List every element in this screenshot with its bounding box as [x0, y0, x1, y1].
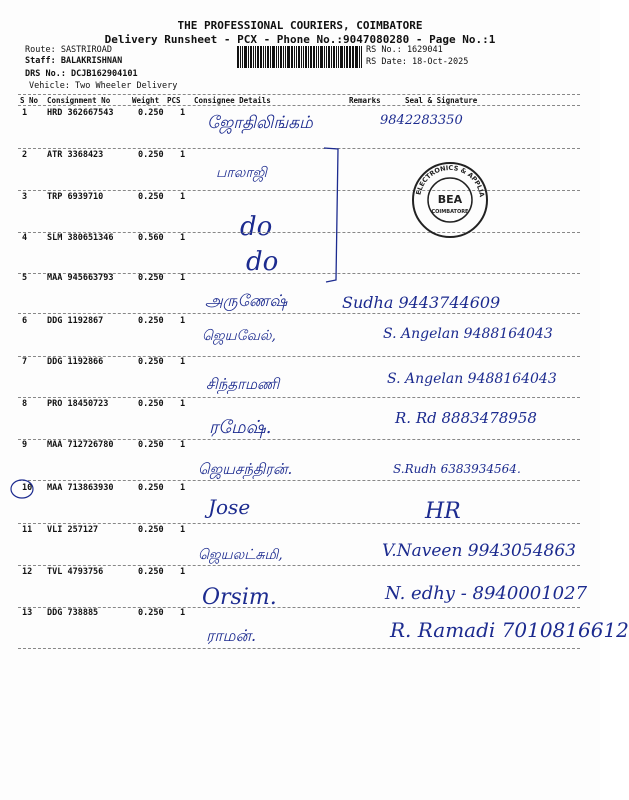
rs-date: RS Date: 18-Oct-2025 — [366, 57, 469, 67]
row-pcs: 1 — [180, 567, 186, 577]
barcode-bar — [361, 46, 362, 68]
row-pcs: 1 — [180, 483, 186, 493]
table-row — [0, 150, 600, 192]
header-rule-bottom — [18, 105, 580, 106]
row-consignee-handwriting: Orsim. — [202, 585, 277, 610]
barcode-bar — [313, 46, 315, 68]
row-divider — [18, 565, 580, 566]
row-consignment-no: MAA 712726780 — [47, 440, 114, 450]
row-consignment-no: ATR 3368423 — [47, 150, 104, 160]
row-sno: 10 — [22, 483, 33, 493]
row-pcs: 1 — [180, 440, 186, 450]
barcode-bar — [305, 46, 308, 68]
row-signature-handwriting: S.Rudh 6383934564. — [393, 462, 521, 476]
runsheet-subtitle: Delivery Runsheet - PCX - Phone No.:9047080280 - Page No.:1 — [104, 33, 496, 46]
bracket-mark — [322, 145, 346, 285]
barcode-bar — [283, 46, 284, 68]
barcode-bar — [265, 46, 266, 68]
rs-number: RS No.: 1629041 — [366, 45, 443, 55]
table-row — [0, 399, 600, 441]
row-consignment-no: TVL 4793756 — [47, 567, 104, 577]
col-weight: Weight — [132, 96, 160, 105]
barcode-bar — [260, 46, 263, 68]
barcode-bar — [242, 46, 243, 68]
row-sno: 3 — [22, 192, 28, 202]
barcode-bar — [255, 46, 256, 68]
row-pcs: 1 — [180, 357, 186, 367]
table-row — [0, 233, 600, 275]
row-consignment-no: HRD 362667543 — [47, 108, 114, 118]
barcode-bar — [318, 46, 319, 68]
row-signature-handwriting: R. Ramadi 7010816612 — [390, 618, 629, 642]
row-sno: 8 — [22, 399, 28, 409]
barcode-bar — [287, 46, 290, 68]
barcode-bar — [270, 46, 271, 68]
table-row — [0, 525, 600, 567]
table-row — [0, 440, 600, 482]
row-consignee-handwriting: சிந்தாமணி — [206, 375, 280, 393]
barcode-bar — [303, 46, 304, 68]
barcode-bar — [320, 46, 323, 68]
row-divider — [18, 397, 580, 398]
row-weight: 0.250 — [138, 192, 164, 202]
row-sno: 13 — [22, 608, 33, 618]
row-consignee-handwriting: do — [246, 247, 279, 277]
header-rule-top — [18, 94, 580, 95]
stamp-bottom-text: COIMBATORE — [431, 209, 469, 215]
row-sno: 12 — [22, 567, 33, 577]
row-sno: 1 — [22, 108, 28, 118]
barcode-bar — [237, 46, 239, 68]
row-signature-handwriting: S. Angelan 9488164043 — [387, 371, 557, 387]
barcode-bar — [310, 46, 312, 68]
row-consignee-handwriting: அருணேஷ் — [205, 291, 288, 310]
barcode-bar — [331, 46, 332, 68]
row-pcs: 1 — [180, 316, 186, 326]
row-consignment-no: PRO 18450723 — [47, 399, 109, 409]
barcode-bar — [338, 46, 339, 68]
col-consignee: Consignee Details — [194, 96, 271, 105]
row-weight: 0.250 — [138, 608, 164, 618]
col-sno: S No — [20, 96, 39, 105]
row-consignment-no: DDG 1192866 — [47, 357, 104, 367]
row-signature-handwriting: 9842283350 — [380, 113, 463, 128]
staff-label: Staff: BALAKRISHNAN — [25, 56, 123, 66]
row-pcs: 1 — [180, 192, 186, 202]
row-pcs: 1 — [180, 233, 186, 243]
barcode-bar — [285, 46, 286, 68]
col-signature: Seal & Signature — [405, 96, 478, 105]
row-divider — [18, 148, 580, 149]
barcode-bar — [349, 46, 350, 68]
table-row — [0, 567, 600, 609]
barcode-bar — [352, 46, 354, 68]
company-stamp — [410, 160, 490, 240]
barcode-bar — [350, 46, 351, 68]
table-row — [0, 108, 600, 150]
row-consignment-no: SLM 380651346 — [47, 233, 114, 243]
row-weight: 0.250 — [138, 440, 164, 450]
row-sno: 11 — [22, 525, 33, 535]
row-pcs: 1 — [180, 150, 186, 160]
barcode-bar — [316, 46, 317, 68]
barcode-bar — [324, 46, 325, 68]
row-divider — [18, 313, 580, 314]
row-weight: 0.250 — [138, 399, 164, 409]
row-consignment-no: DDG 738885 — [47, 608, 99, 618]
row-signature-handwriting: R. Rd 8883478958 — [395, 409, 537, 427]
barcode-bar — [336, 46, 337, 68]
row-consignee-handwriting: do — [240, 212, 273, 242]
stamp-top-text: ELECTRONICS & APPLIA — [414, 163, 486, 198]
barcode-bar — [359, 46, 360, 68]
row-divider — [18, 523, 580, 524]
table-row — [0, 608, 629, 650]
row-consignee-handwriting: ஜெயவேல், — [202, 328, 276, 344]
barcode-bar — [267, 46, 269, 68]
barcode-bar — [272, 46, 275, 68]
barcode-bar — [308, 46, 309, 68]
row-consignee-handwriting: ஜெயசந்திரன். — [198, 460, 293, 478]
row-divider — [18, 480, 580, 481]
row-sno: 7 — [22, 357, 28, 367]
row-weight: 0.250 — [138, 108, 164, 118]
row-consignment-no: MAA 945663793 — [47, 273, 114, 283]
barcode-bar — [240, 46, 241, 68]
row-consignee-handwriting: ராமன். — [206, 626, 257, 645]
barcode-bar — [340, 46, 343, 68]
row-consignee-handwriting: ஜெயலட்சுமி, — [198, 547, 283, 563]
barcode-bar — [294, 46, 295, 68]
barcode-bar — [253, 46, 254, 68]
table-row — [0, 483, 600, 525]
barcode — [237, 46, 363, 68]
row-consignment-no: VLI 257127 — [47, 525, 99, 535]
barcode-bar — [278, 46, 279, 68]
row-weight: 0.250 — [138, 357, 164, 367]
row-sno: 2 — [22, 150, 28, 160]
row-pcs: 1 — [180, 608, 186, 618]
row-signature-handwriting: HR — [425, 499, 461, 524]
row-sno: 6 — [22, 316, 28, 326]
barcode-bar — [328, 46, 330, 68]
row-weight: 0.250 — [138, 150, 164, 160]
table-row — [0, 357, 600, 399]
barcode-bar — [326, 46, 327, 68]
row-signature-handwriting: N. edhy - 8940001027 — [385, 583, 588, 604]
row-sno: 4 — [22, 233, 28, 243]
barcode-bar — [276, 46, 277, 68]
row-weight: 0.250 — [138, 483, 164, 493]
col-pcs: PCS — [167, 96, 181, 105]
barcode-bar — [244, 46, 247, 68]
barcode-bar — [301, 46, 302, 68]
row-consignee-handwriting: Jose — [208, 495, 251, 519]
barcode-bar — [263, 46, 264, 68]
row-weight: 0.250 — [138, 273, 164, 283]
barcode-bar — [280, 46, 282, 68]
drs-label: DRS No.: DCJB162904101 — [25, 69, 138, 79]
table-row — [0, 273, 600, 315]
col-remarks: Remarks — [349, 96, 381, 105]
row-pcs: 1 — [180, 273, 186, 283]
row-sno: 9 — [22, 440, 28, 450]
row-consignee-handwriting: பாலாஜி — [216, 165, 267, 181]
row-consignee-handwriting: ஜோதிலிங்கம் — [207, 113, 313, 133]
barcode-bar — [346, 46, 348, 68]
row-pcs: 1 — [180, 525, 186, 535]
col-consignment: Consignment No — [47, 96, 111, 105]
row-divider — [18, 190, 580, 191]
barcode-bar — [355, 46, 358, 68]
row-signature-handwriting: V.Naveen 9943054863 — [382, 541, 576, 561]
company-title: THE PROFESSIONAL COURIERS, COIMBATORE — [177, 19, 423, 32]
row-signature-handwriting: S. Angelan 9488164043 — [383, 326, 553, 342]
row-weight: 0.250 — [138, 567, 164, 577]
route-label: Route: SASTRIROAD — [25, 45, 112, 55]
circle-mark — [9, 478, 35, 500]
barcode-bar — [248, 46, 249, 68]
table-row — [0, 316, 600, 358]
row-consignee-handwriting: ரமேஷ். — [209, 417, 272, 438]
row-pcs: 1 — [180, 108, 186, 118]
barcode-bar — [257, 46, 259, 68]
row-divider — [18, 648, 580, 649]
barcode-bar — [344, 46, 345, 68]
row-sno: 5 — [22, 273, 28, 283]
barcode-bar — [298, 46, 300, 68]
row-weight: 0.250 — [138, 316, 164, 326]
barcode-bar — [250, 46, 252, 68]
row-signature-handwriting: Sudha 9443744609 — [342, 293, 501, 312]
barcode-bar — [296, 46, 297, 68]
barcode-bar — [333, 46, 335, 68]
row-consignment-no: MAA 713863930 — [47, 483, 114, 493]
row-weight: 0.250 — [138, 525, 164, 535]
barcode-bar — [291, 46, 293, 68]
row-weight: 0.560 — [138, 233, 164, 243]
row-pcs: 1 — [180, 399, 186, 409]
row-consignment-no: DDG 1192867 — [47, 316, 104, 326]
row-consignment-no: TRP 6939710 — [47, 192, 104, 202]
vehicle-label: Vehicle: Two Wheeler Delivery — [29, 81, 178, 91]
stamp-center: BEA — [437, 193, 463, 206]
